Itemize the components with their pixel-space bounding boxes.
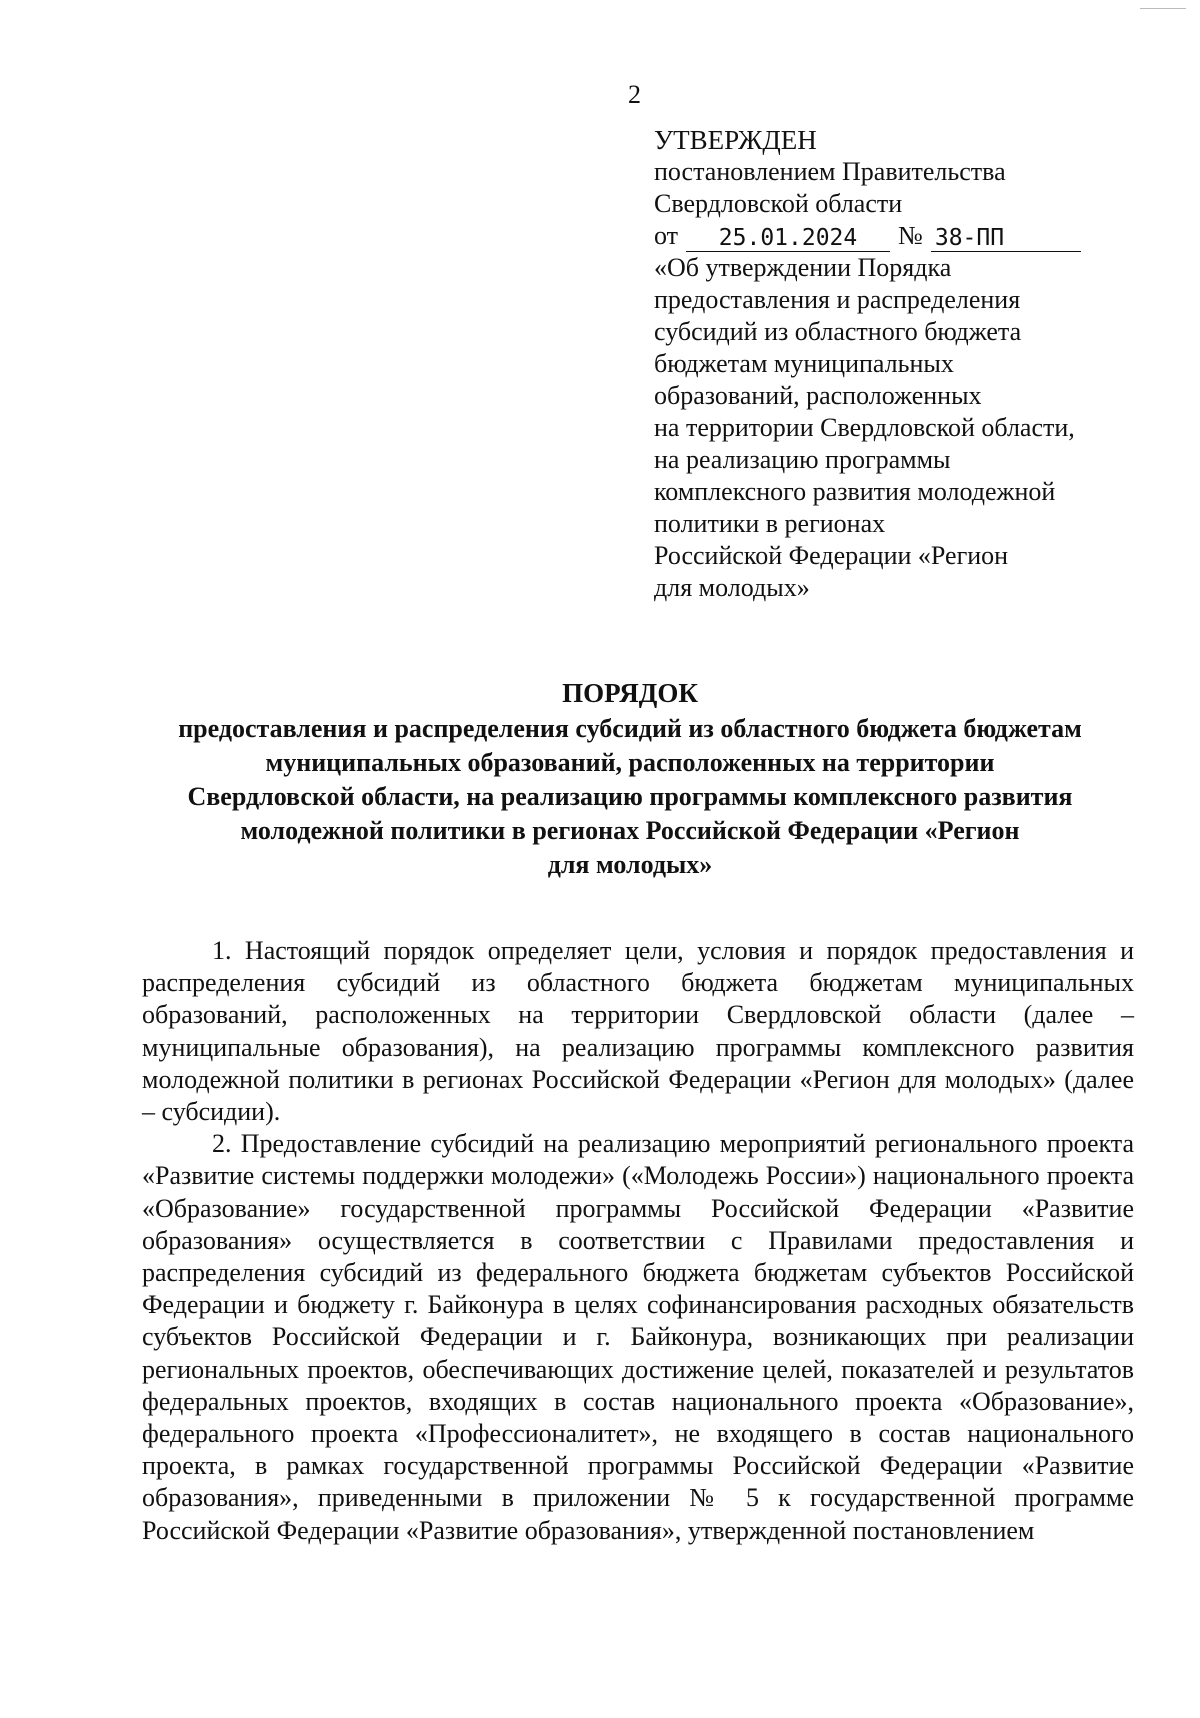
approval-date-line — [654, 220, 1174, 252]
approval-line: Российской Федерации «Регион — [654, 541, 1009, 570]
title-line: для молодых» — [547, 850, 713, 879]
approval-line: на территории Свердловской области, — [654, 413, 1075, 442]
scan-edge-mark — [1140, 8, 1186, 9]
approval-line: постановлением Правительства — [654, 157, 1006, 186]
title-line: молодежной политики в регионах Российской Федерации «Регион — [240, 816, 1020, 845]
date-value: 25.01.2024 — [686, 225, 890, 252]
approval-line: политики в регионах — [654, 509, 886, 538]
title-line: Свердловской области, на реализацию программы комплексного развития — [187, 782, 1073, 811]
document-title — [130, 676, 1130, 882]
title-main: ПОРЯДОК — [562, 678, 698, 708]
title-line: муниципальных образований, расположенных на территории — [265, 748, 995, 777]
paragraph-1: 1. Настоящий порядок определяет цели, условия и порядок предоставления и распределения субсидий из областного бюджета бюджетам муниципальных образований, расположенных на территории Свердловской области (далее – муниципальные образования), на реализацию программы комплексного развития молодежной политики в регионах Российской Федерации «Регион для молодых» (далее – субсидии). — [142, 936, 1134, 1127]
number-value: 38-ПП — [931, 225, 1081, 252]
document-body — [142, 935, 1134, 1547]
approval-line: «Об утверждении Порядка — [654, 253, 952, 282]
approval-line: комплексного развития молодежной — [654, 477, 1056, 506]
number-prefix: № — [898, 221, 923, 250]
approval-line: для молодых» — [654, 573, 810, 602]
approval-line: на реализацию программы — [654, 445, 951, 474]
approval-line: субсидий из областного бюджета — [654, 317, 1022, 346]
date-prefix: от — [654, 221, 679, 250]
approval-stamp — [654, 124, 1174, 604]
paragraph-2: 2. Предоставление субсидий на реализацию мероприятий регионального проекта «Развитие системы поддержки молодежи» («Молодежь России») национального проекта «Образование» государственной программы Российской Федерации «Развитие образования» осуществляется в соответствии с Правилами предоставления и распределения субсидий из федерального бюджета бюджетам субъектов Российской Федерации и бюджету г. Байконура в целях софинансирования расходных обязательств субъектов Российской Федерации и г. Байконура, возникающих при реализации региональных проектов, обеспечивающих достижение целей, показателей и результатов федеральных проектов, входящих в состав национального проекта «Образование», федерального проекта «Профессионалитет», не входящего в состав национального проекта, в рамках государственной программы Российской Федерации «Развитие образования», приведенными в приложении № 5 к государственной программе Российской Федерации «Развитие образования», утвержденной постановлением — [142, 1129, 1134, 1545]
page-number: 2 — [628, 80, 641, 109]
approval-line: бюджетам муниципальных — [654, 349, 954, 378]
approval-line: Свердловской области — [654, 189, 903, 218]
title-line: предоставления и распределения субсидий из областного бюджета бюджетам — [178, 714, 1082, 743]
approval-line: образований, расположенных — [654, 381, 982, 410]
approval-line: предоставления и распределения — [654, 285, 1021, 314]
approval-heading: УТВЕРЖДЕН — [654, 125, 817, 155]
